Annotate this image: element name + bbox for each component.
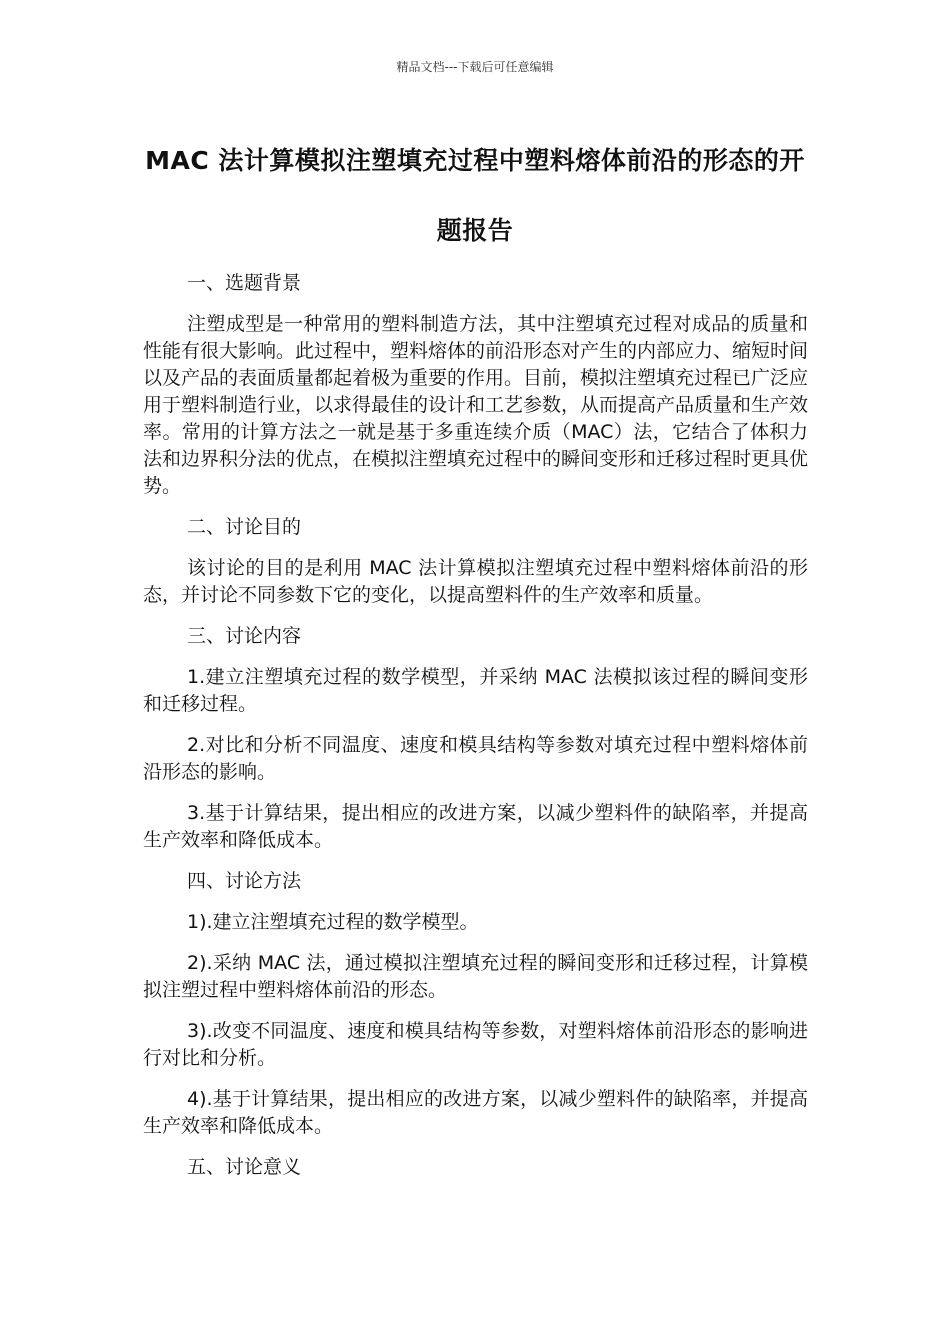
- section-heading-purpose: 二、讨论目的: [187, 516, 302, 538]
- section-heading-method: 四、讨论方法: [187, 870, 302, 892]
- purpose-paragraph: 该讨论的目的是利用 MAC 法计算模拟注塑填充过程中塑料熔体前沿的形态，并讨论不同参数下它的变化，以提高塑料件的生产效率和质量。: [143, 557, 808, 606]
- method-item: 1).建立注塑填充过程的数学模型。: [187, 911, 479, 933]
- background-paragraph: 注塑成型是一种常用的塑料制造方法，其中注塑填充过程对成品的质量和性能有很大影响。此过程中，塑料熔体的前沿形态对产生的内部应力、缩短时间以及产品的表面质量都起着极为重要的作用。目前，模拟注塑填充过程已广泛应用于塑料制造行业，以求得最佳的设计和工艺参数，从而提高产品质量和生产效率。常用的计算方法之一就是基于多重连续介质（MAC）法，它结合了体积力法和边界积分法的优点，在模拟注塑填充过程中的瞬间变形和迁移过程时更具优势。: [143, 313, 809, 497]
- section-heading-background: 一、选题背景: [187, 272, 302, 294]
- document-body: [143, 270, 808, 1195]
- content-item: 3.基于计算结果，提出相应的改进方案，以减少塑料件的缺陷率，并提高生产效率和降低成本。: [143, 802, 808, 851]
- method-item: 2).采纳 MAC 法，通过模拟注塑填充过程的瞬间变形和迁移过程，计算模拟注塑过程中塑料熔体前沿的形态。: [143, 952, 808, 1001]
- page-header: 精品文档---下载后可任意编辑: [396, 60, 554, 74]
- document-title: MAC 法计算模拟注塑填充过程中塑料熔体前沿的形态的开题报告: [145, 146, 805, 245]
- method-item: 3).改变不同温度、速度和模具结构等参数，对塑料熔体前沿形态的影响进行对比和分析。: [143, 1020, 808, 1069]
- content-item: 1.建立注塑填充过程的数学模型，并采纳 MAC 法模拟该过程的瞬间变形和迁移过程。: [143, 666, 808, 715]
- method-item: 4).基于计算结果，提出相应的改进方案，以减少塑料件的缺陷率，并提高生产效率和降低成本。: [143, 1088, 808, 1137]
- content-item: 2.对比和分析不同温度、速度和模具结构等参数对填充过程中塑料熔体前沿形态的影响。: [143, 734, 808, 783]
- section-heading-content: 三、讨论内容: [187, 625, 302, 647]
- section-heading-significance: 五、讨论意义: [187, 1156, 302, 1178]
